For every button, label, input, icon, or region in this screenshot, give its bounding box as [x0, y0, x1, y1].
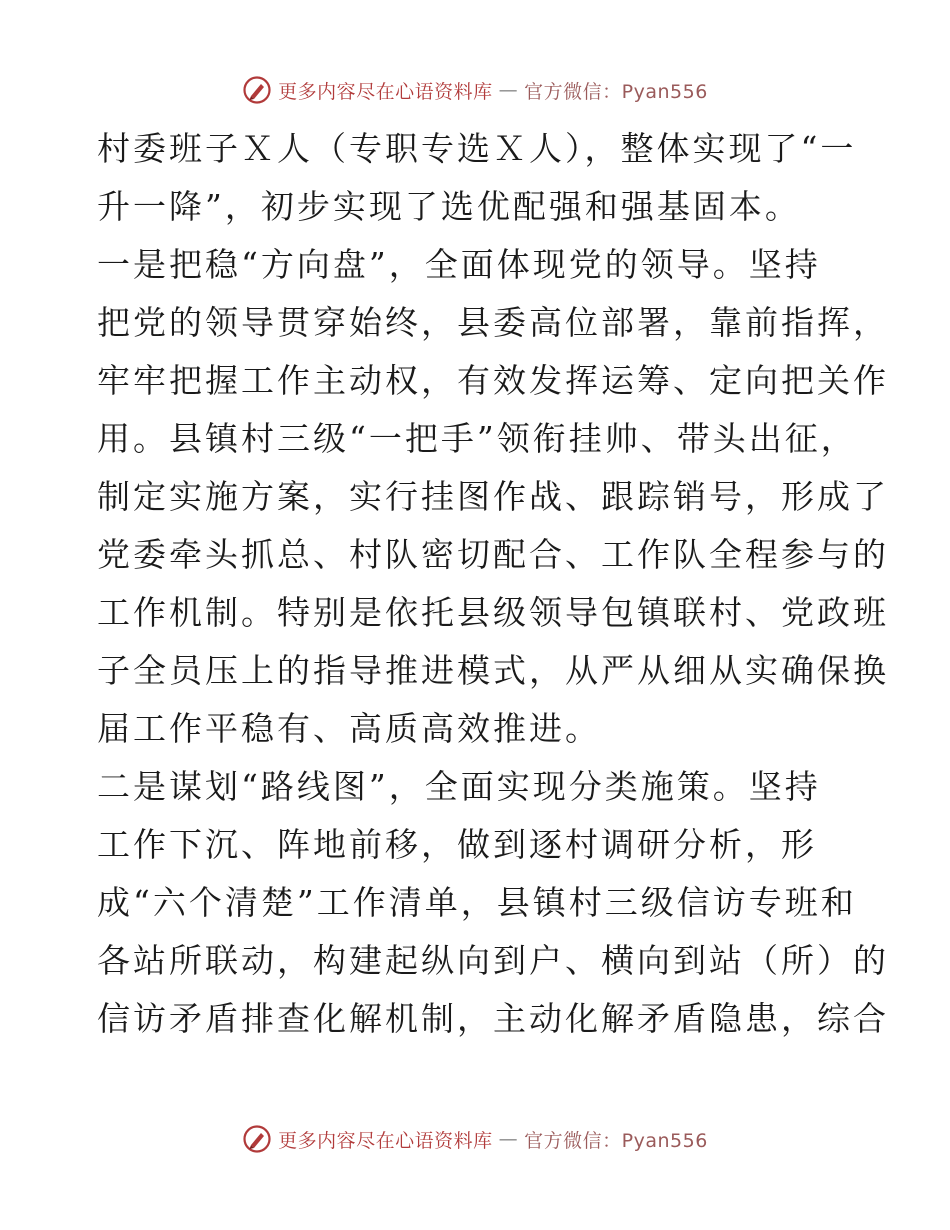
pen-logo-icon: [242, 75, 272, 105]
watermark-main-text: 更多内容尽在心语资料库: [278, 1129, 493, 1152]
watermark-separator: —: [498, 79, 519, 101]
text-line: 各站所联动，构建起纵向到户、横向到站（所）的: [97, 941, 889, 980]
text-line: 二是谋划“路线图”，全面实现分类施策。坚持: [97, 767, 821, 806]
header-watermark: [0, 70, 950, 110]
watermark-contact-text: 官方微信：Pyan556: [524, 1129, 708, 1152]
footer-watermark: [0, 1119, 950, 1159]
text-line: 用。县镇村三级“一把手”领衔挂帅、带头出征，: [97, 419, 857, 458]
text-line: 牢牢把握工作主动权，有效发挥运筹、定向把关作: [97, 361, 889, 400]
text-line: 成“六个清楚”工作清单，县镇村三级信访专班和: [97, 883, 857, 922]
text-line: 村委班子Ｘ人（专职专选Ｘ人），整体实现了“一: [97, 129, 857, 168]
text-line: 制定实施方案，实行挂图作战、跟踪销号，形成了: [97, 477, 889, 516]
text-line: 工作机制。特别是依托县级领导包镇联村、党政班: [97, 593, 889, 632]
text-line: 把党的领导贯穿始终，县委高位部署，靠前指挥，: [97, 303, 889, 342]
text-line: 届工作平稳有、高质高效推进。: [97, 709, 601, 748]
pen-logo-icon: [242, 1124, 272, 1154]
watermark-main-text: 更多内容尽在心语资料库: [278, 80, 493, 103]
watermark-separator: —: [498, 1128, 519, 1150]
text-line: 一是把稳“方向盘”，全面体现党的领导。坚持: [97, 245, 821, 284]
text-line: 信访矛盾排查化解机制，主动化解矛盾隐患，综合: [97, 999, 889, 1038]
text-line: 工作下沉、阵地前移，做到逐村调研分析，形: [97, 825, 817, 864]
watermark-contact-text: 官方微信：Pyan556: [524, 80, 708, 103]
text-line: 升一降”，初步实现了选优配强和强基固本。: [97, 187, 801, 226]
text-line: 党委牵头抓总、村队密切配合、工作队全程参与的: [97, 535, 889, 574]
text-line: 子全员压上的指导推进模式，从严从细从实确保换: [97, 651, 889, 690]
document-body: [97, 120, 889, 1048]
